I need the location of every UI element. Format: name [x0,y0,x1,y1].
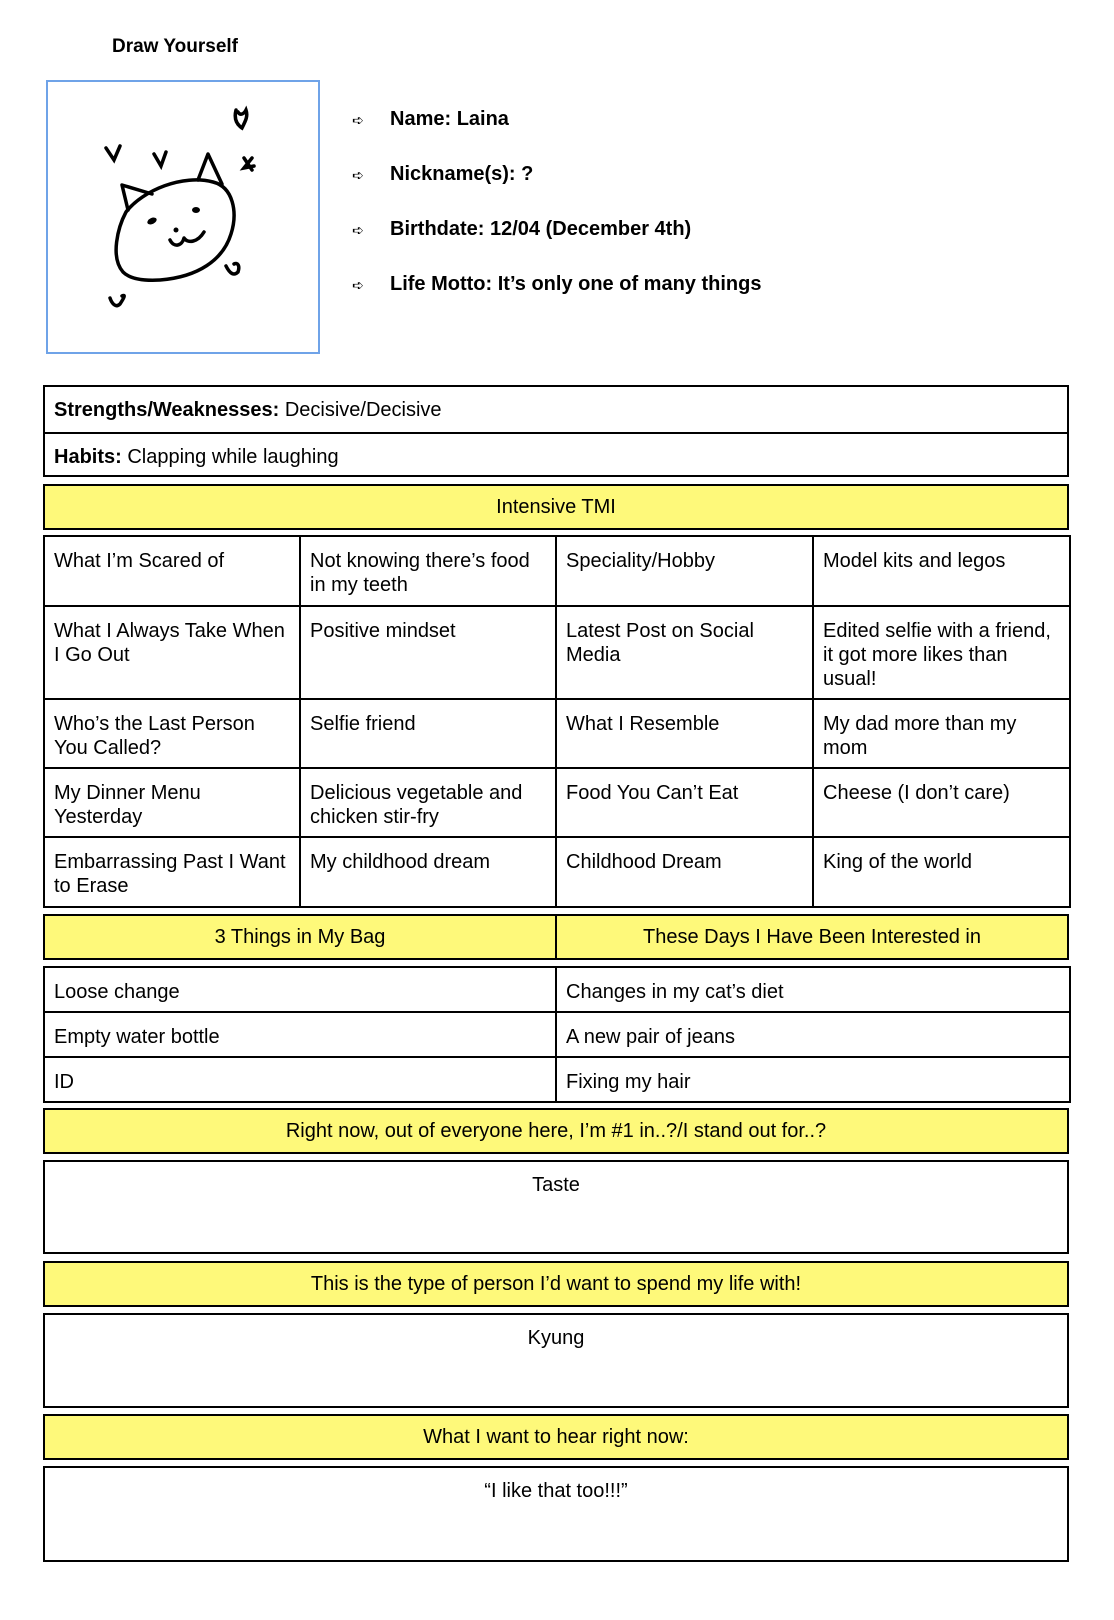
draw-yourself-title: Draw Yourself [112,36,239,57]
tmi-table [43,535,1071,908]
heart-doodle [106,146,120,160]
strengths-value: Decisive/Decisive [279,399,442,421]
bag-item: ID [44,1057,556,1102]
bag-item: Empty water bottle [44,1012,556,1057]
strengths-row [45,387,1067,432]
tmi-question: Embarrassing Past I Want to Erase [44,837,300,907]
profile-name-text: Name: Laina [390,108,509,130]
interest-item: Fixing my hair [556,1057,1070,1102]
tmi-question: Latest Post on Social Media [556,606,813,699]
bag-interests-header [43,914,1069,960]
bag-item: Loose change [44,967,556,1012]
hear-header: What I want to hear right now: [43,1414,1069,1460]
heart-doodle [110,295,124,305]
partner-answer: Kyung [43,1313,1069,1408]
tmi-answer: Not knowing there’s food in my teeth [300,536,556,606]
arrow-bullet-icon: ➪ [352,222,364,238]
arrow-bullet-icon: ➪ [352,167,364,183]
tmi-answer: Selfie friend [300,699,556,768]
heart-doodle [244,158,254,170]
cat-drawing [48,82,318,352]
table-row [44,606,1070,699]
profile-name [352,108,761,163]
tmi-question: Who’s the Last Person You Called? [44,699,300,768]
tmi-answer: Model kits and legos [813,536,1070,606]
tmi-answer: Delicious vegetable and chicken stir-fry [300,768,556,837]
profile-nickname-text: Nickname(s): ? [390,163,534,185]
tmi-answer: Edited selfie with a friend, it got more likes than usual! [813,606,1070,699]
table-row [44,768,1070,837]
tmi-question: Speciality/Hobby [556,536,813,606]
tmi-question: What I Always Take When I Go Out [44,606,300,699]
table-row [44,1057,1070,1102]
tmi-answer: My dad more than my mom [813,699,1070,768]
strengths-label: Strengths/Weaknesses: [54,399,280,421]
cat-right-eye [192,207,200,213]
bag-interests-table [43,966,1071,1103]
cat-nose [174,228,179,233]
tmi-answer: King of the world [813,837,1070,907]
profile-nickname [352,163,761,218]
habits-label: Habits: [54,446,122,468]
profile-list [352,108,761,328]
tmi-header: Intensive TMI [43,484,1069,530]
tmi-question: Food You Can’t Eat [556,768,813,837]
arrow-bullet-icon: ➪ [352,277,364,293]
interests-header: These Days I Have Been Interested in [557,914,1069,960]
cat-mouth [170,232,204,245]
table-row [44,536,1070,606]
tmi-question: What I’m Scared of [44,536,300,606]
profile-birthdate [352,218,761,273]
interest-item: Changes in my cat’s diet [556,967,1070,1012]
profile-motto [352,273,761,328]
heart-doodle [154,152,166,166]
bag-header: 3 Things in My Bag [43,914,557,960]
interest-item: A new pair of jeans [556,1012,1070,1057]
tmi-question: What I Resemble [556,699,813,768]
arrow-bullet-icon: ➪ [352,112,364,128]
habits-row [45,432,1067,477]
profile-motto-text: Life Motto: It’s only one of many things [390,273,762,295]
traits-table [43,385,1069,477]
table-row [44,1012,1070,1057]
hear-answer: “I like that too!!!” [43,1466,1069,1562]
number-one-header: Right now, out of everyone here, I’m #1 in..?/I stand out for..? [43,1108,1069,1154]
number-one-answer: Taste [43,1160,1069,1254]
heart-doodle [235,110,247,128]
tmi-answer: Positive mindset [300,606,556,699]
habits-value: Clapping while laughing [121,446,339,468]
profile-birthdate-text: Birthdate: 12/04 (December 4th) [390,218,692,240]
cat-left-ear [122,185,152,210]
table-row [44,699,1070,768]
tmi-question: Childhood Dream [556,837,813,907]
tmi-answer: My childhood dream [300,837,556,907]
table-row [44,837,1070,907]
cat-left-eye [146,216,158,226]
heart-doodle [226,263,239,274]
tmi-answer: Cheese (I don’t care) [813,768,1070,837]
drawing-area[interactable] [46,80,320,354]
tmi-question: My Dinner Menu Yesterday [44,768,300,837]
partner-header: This is the type of person I’d want to spend my life with! [43,1261,1069,1307]
table-row [44,967,1070,1012]
